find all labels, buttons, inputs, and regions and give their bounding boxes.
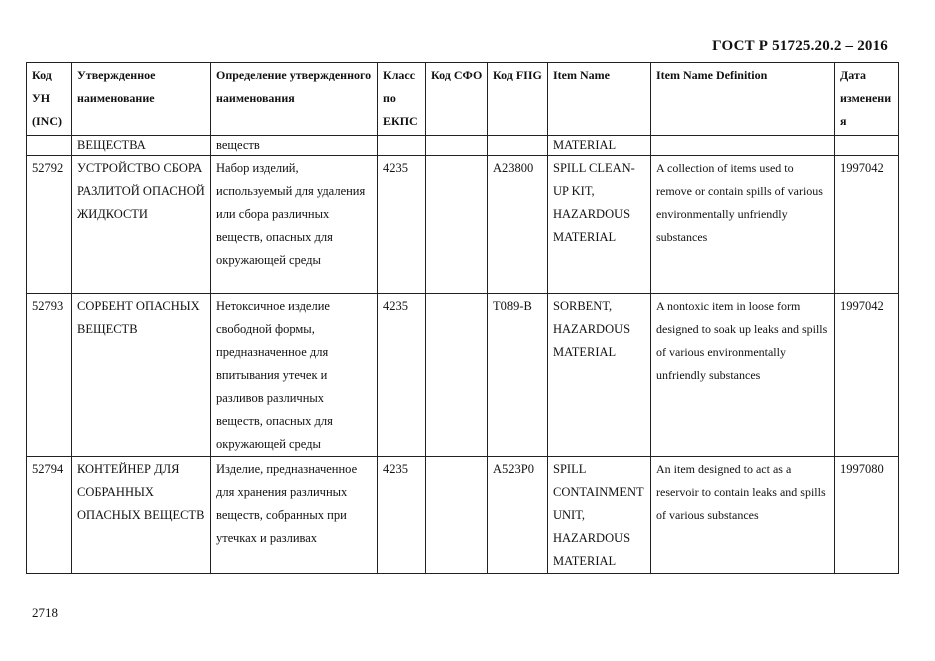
col-header-sfo: Код СФО [426, 63, 488, 136]
cell-def-en: An item designed to act as a reservoir to contain leaks and spills of various substances [651, 457, 835, 574]
cell-fiig: T089-B [488, 294, 548, 457]
col-header-fiig: Код FIIG [488, 63, 548, 136]
cell-fiig: A23800 [488, 156, 548, 294]
col-header-item-name: Item Name [548, 63, 651, 136]
cell-sfo [426, 156, 488, 294]
table-row [27, 457, 899, 574]
cell-class: 4235 [378, 294, 426, 457]
standard-code: ГОСТ Р 51725.20.2 – 2016 [712, 38, 888, 54]
cell-class [378, 136, 426, 156]
cell-def-ru: Нетоксичное изделие свободной формы, предназначенное для впитывания утечек и разливов различных веществ, опасных для окружающей среды [211, 294, 378, 457]
header-row [27, 63, 899, 136]
cell-date: 1997042 [835, 156, 899, 294]
table-row [27, 156, 899, 294]
cell-name-ru: КОНТЕЙНЕР ДЛЯ СОБРАННЫХ ОПАСНЫХ ВЕЩЕСТВ [72, 457, 211, 574]
table-row [27, 294, 899, 457]
cell-name-ru: СОРБЕНТ ОПАСНЫХ ВЕЩЕСТВ [72, 294, 211, 457]
page-number: 2718 [32, 605, 58, 620]
cell-item-name: SPILL CLEAN-UP KIT, HAZARDOUS MATERIAL [548, 156, 651, 294]
cell-def-ru: Изделие, предназначенное для хранения различных веществ, собранных при утечках и разливах [211, 457, 378, 574]
col-header-class: Класс по ЕКПС [378, 63, 426, 136]
cell-item-name: SPILL CONTAINMENT UNIT, HAZARDOUS MATERIAL [548, 457, 651, 574]
cell-name-ru: ВЕЩЕСТВА [72, 136, 211, 156]
cell-class: 4235 [378, 156, 426, 294]
col-header-name-ru: Утвержденное наименование [72, 63, 211, 136]
cell-inc: 52794 [27, 457, 72, 574]
cell-date: 1997042 [835, 294, 899, 457]
cell-item-name: MATERIAL [548, 136, 651, 156]
cell-item-name: SORBENT, HAZARDOUS MATERIAL [548, 294, 651, 457]
cell-inc: 52793 [27, 294, 72, 457]
cell-def-en: A nontoxic item in loose form designed to soak up leaks and spills of various environmentally unfriendly substances [651, 294, 835, 457]
col-header-def-en: Item Name Definition [651, 63, 835, 136]
cell-name-ru: УСТРОЙСТВО СБОРА РАЗЛИТОЙ ОПАСНОЙ ЖИДКОСТИ [72, 156, 211, 294]
cell-def-en [651, 136, 835, 156]
col-header-date: Дата изменения [835, 63, 899, 136]
cell-sfo [426, 294, 488, 457]
cell-fiig: A523P0 [488, 457, 548, 574]
col-header-def-ru: Определение утвержденного наименования [211, 63, 378, 136]
cell-def-en: A collection of items used to remove or contain spills of various environmentally unfriendly substances [651, 156, 835, 294]
cell-inc: 52792 [27, 156, 72, 294]
table-row-continuation [27, 136, 899, 156]
cell-sfo [426, 136, 488, 156]
cell-def-ru: веществ [211, 136, 378, 156]
cell-sfo [426, 457, 488, 574]
cell-fiig [488, 136, 548, 156]
cell-inc [27, 136, 72, 156]
cell-class: 4235 [378, 457, 426, 574]
nomenclature-table [26, 62, 899, 574]
cell-def-ru: Набор изделий, используемый для удаления или сбора различных веществ, опасных для окружающей среды [211, 156, 378, 294]
cell-date [835, 136, 899, 156]
col-header-inc: Код УН (INC) [27, 63, 72, 136]
cell-date: 1997080 [835, 457, 899, 574]
